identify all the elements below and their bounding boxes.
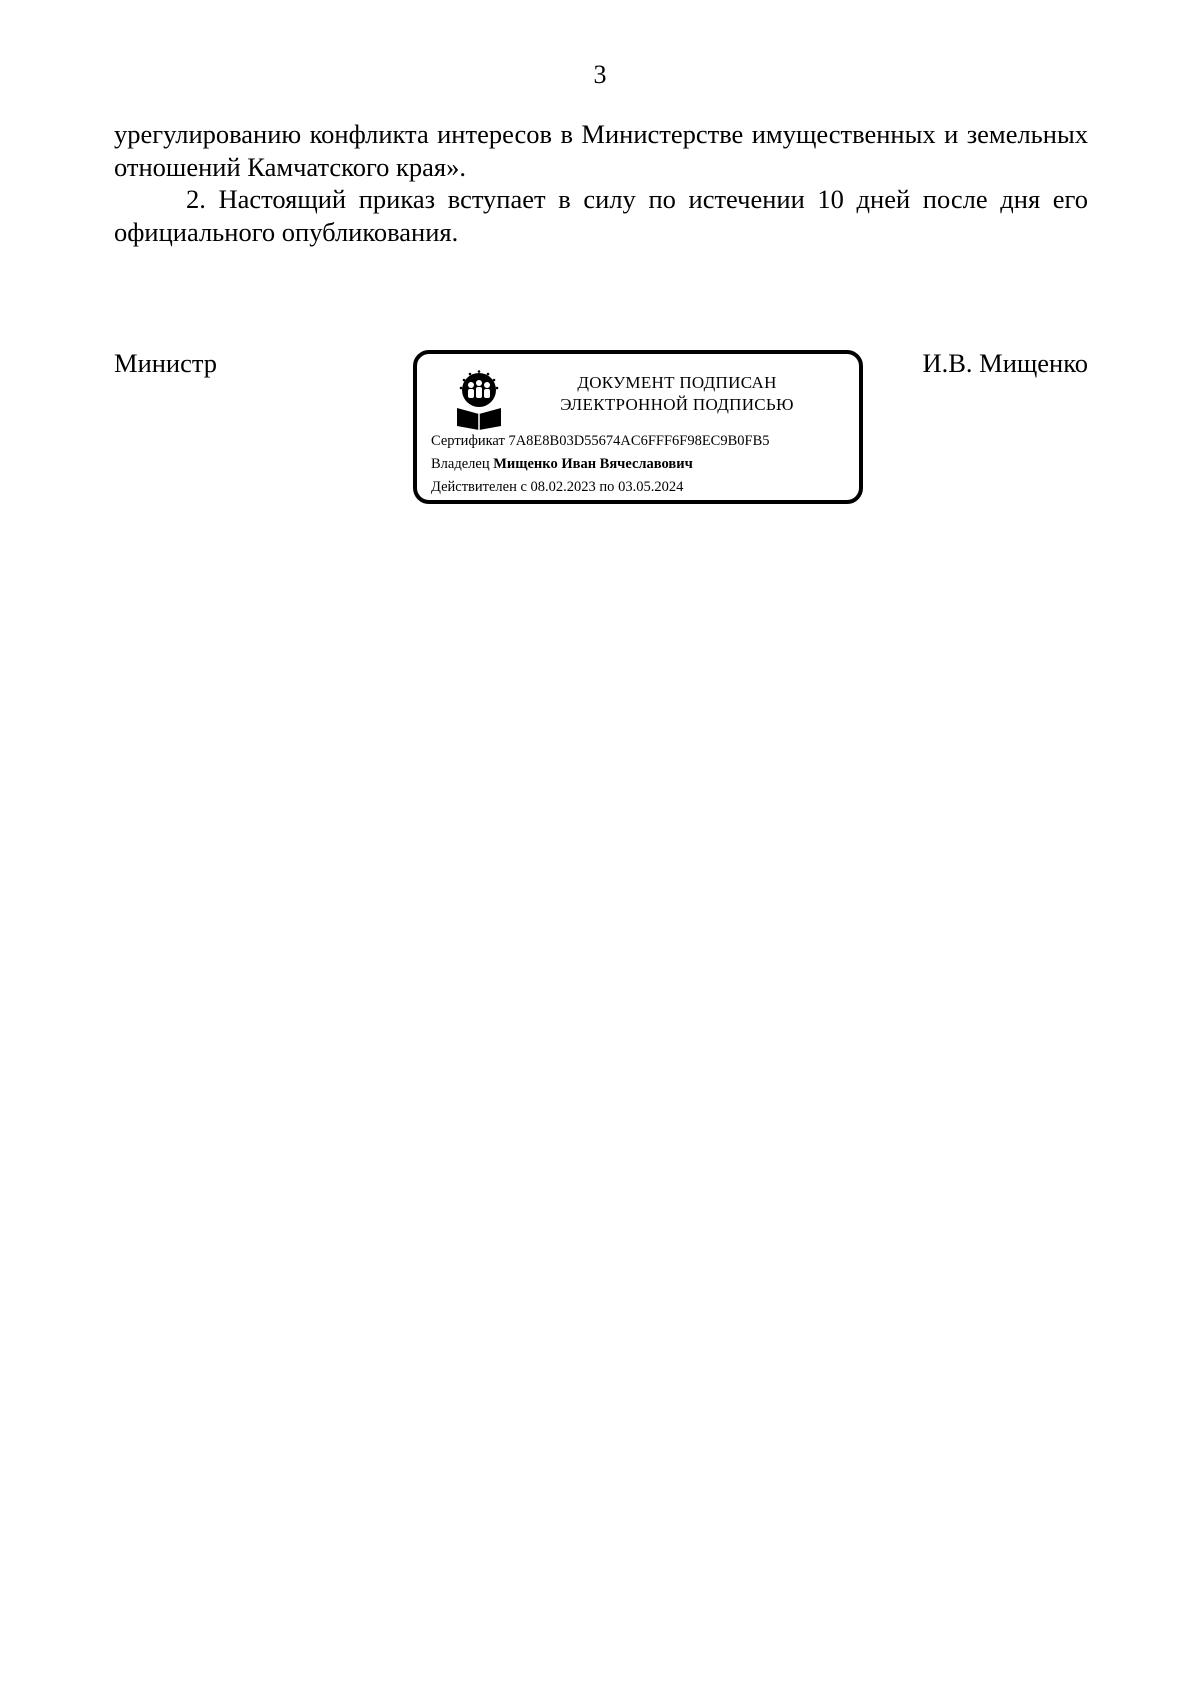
owner-label: Владелец: [431, 456, 490, 472]
valid-from: 08.02.2023: [530, 479, 596, 495]
valid-to: 03.05.2024: [618, 479, 684, 495]
stamp-certificate: [431, 432, 770, 450]
stamp-title: [527, 372, 827, 416]
document-body: [114, 118, 1088, 248]
stamp-title-line-1: ДОКУМЕНТ ПОДПИСАН: [577, 373, 777, 392]
valid-label: Действителен с: [431, 479, 527, 495]
electronic-signature-stamp: [413, 350, 863, 504]
stamp-validity: [431, 478, 683, 496]
owner-value: Мищенко Иван Вячеславович: [493, 456, 693, 472]
stamp-title-line-2: ЭЛЕКТРОННОЙ ПОДПИСЬЮ: [560, 395, 794, 414]
signatory-position: Министр: [114, 348, 218, 378]
certificate-label: Сертификат: [431, 433, 505, 449]
paragraph-continuation: урегулированию конфликта интересов в Министерстве имущественных и земельных отношений Камчатского края».: [114, 119, 1088, 182]
certificate-value: 7A8E8B03D55674AC6FFF6F98EC9B0FB5: [508, 433, 770, 449]
emblem-icon: [453, 370, 505, 430]
paragraph-2: 2. Настоящий приказ вступает в силу по истечении 10 дней после дня его официального опубликования.: [114, 184, 1088, 247]
stamp-owner: [431, 455, 693, 473]
signatory-name: И.В. Мищенко: [922, 348, 1088, 378]
page-number: 3: [593, 60, 607, 89]
valid-to-label: по: [599, 479, 615, 495]
